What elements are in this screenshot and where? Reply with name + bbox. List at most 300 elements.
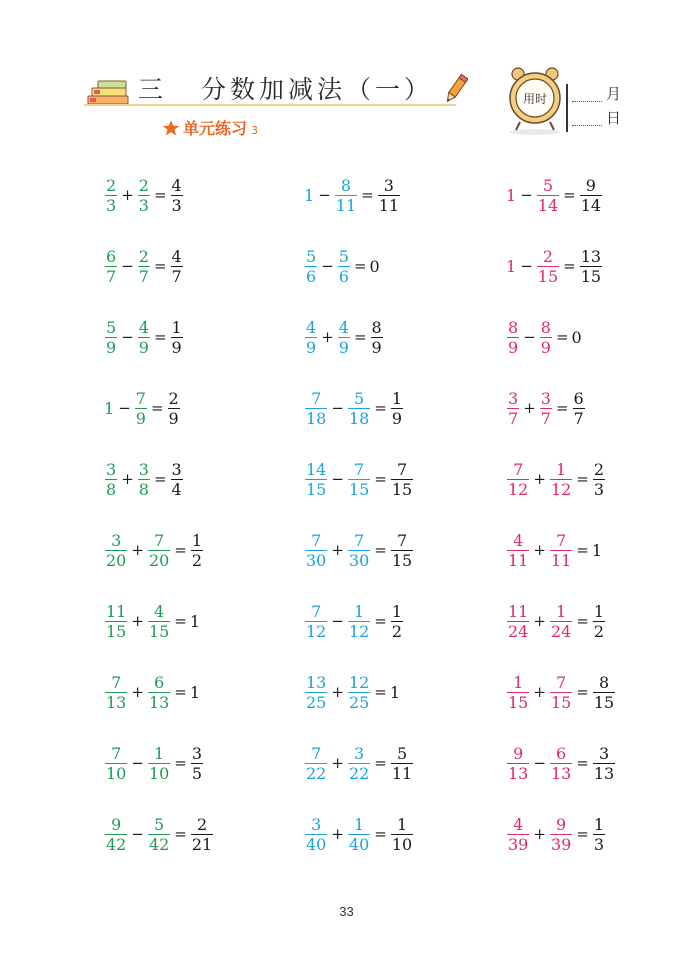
page-header [0,0,693,150]
equation-r8-c2 [304,667,401,717]
result-fraction [391,815,413,854]
operand-b-fraction [550,460,572,499]
operator: + [121,470,134,488]
operand-a-whole: 1 [506,185,517,205]
result-fraction [593,744,615,783]
operand-b-denominator: 9 [338,337,349,357]
operand-a-numerator: 6 [106,246,117,266]
operand-b-numerator: 9 [556,814,567,834]
result-fraction [371,318,383,357]
result-denominator: 9 [171,337,182,357]
operand-b-fraction [550,744,572,783]
operand-b-numerator: 4 [338,317,349,337]
operator: − [121,257,134,275]
operand-b-fraction [148,531,170,570]
operand-a-denominator: 9 [508,337,519,357]
result-denominator: 9 [168,408,179,428]
operand-b-numerator: 2 [138,246,149,266]
operand-a-numerator: 4 [513,530,524,550]
operand-b-fraction [135,389,147,428]
result-denominator: 2 [191,550,203,570]
result-numerator: 3 [191,743,203,763]
operand-b-denominator: 9 [540,337,551,357]
operand-b-numerator: 6 [556,743,567,763]
operand-a-denominator: 39 [508,834,529,854]
equation-r9-c1 [104,738,204,788]
equation-r8-c1 [104,667,201,717]
operand-a-numerator: 7 [311,601,322,621]
month-label: 月 [606,85,622,103]
equals-sign: = [563,257,576,275]
pencil-icon [444,72,468,106]
result-denominator: 10 [391,834,413,854]
result-fraction [593,673,615,712]
operand-b-denominator: 9 [135,408,146,428]
operator: + [533,612,546,630]
operand-b-denominator: 24 [550,621,572,641]
operand-b-numerator: 8 [340,175,352,195]
operand-b-numerator: 7 [556,530,567,550]
result-numerator: 1 [396,814,408,834]
operand-b-fraction [338,247,350,286]
operand-a-numerator: 7 [513,459,524,479]
result-fraction [391,744,413,783]
operand-a-denominator: 40 [306,834,327,854]
equals-sign: = [576,541,589,559]
result-numerator: 1 [171,317,182,337]
operand-a-fraction [507,744,529,783]
equals-sign: = [174,825,187,843]
operator: − [331,612,344,630]
operand-a-denominator: 42 [106,834,127,854]
operand-b-denominator: 15 [348,479,370,499]
operator: + [523,399,536,417]
operand-a-fraction [105,247,117,286]
operand-a-fraction [507,673,529,712]
operand-a-numerator: 2 [106,175,117,195]
operand-b-denominator: 12 [550,479,572,499]
alarm-clock-icon [506,66,564,138]
operand-b-fraction [537,176,559,215]
operator: + [131,683,144,701]
result-fraction [593,815,605,854]
equals-sign: = [555,399,569,417]
operand-b-numerator: 1 [354,814,365,834]
result-fraction [580,176,602,215]
operand-b-numerator: 4 [154,601,165,621]
result-numerator: 3 [383,175,394,195]
result-numerator: 6 [573,388,584,408]
result-fraction [391,531,413,570]
equation-r7-c1 [104,596,201,646]
operand-a-denominator: 22 [306,763,327,783]
result-fraction [391,389,403,428]
equals-sign: = [563,186,576,204]
operator: − [121,328,134,346]
operator: + [533,683,546,701]
operand-b-denominator: 11 [550,550,572,570]
operand-b-denominator: 15 [550,692,572,712]
operand-b-denominator: 6 [338,266,349,286]
operator: − [318,186,331,204]
operand-a-denominator: 7 [508,408,519,428]
operand-b-numerator: 5 [354,388,365,408]
result-numerator: 1 [391,388,403,408]
operand-b-numerator: 3 [138,459,149,479]
operand-b-denominator: 14 [537,195,559,215]
equation-r6-c2 [304,525,414,575]
operator: + [131,541,144,559]
operand-b-fraction [348,531,370,570]
operand-b-denominator: 3 [138,195,149,215]
operator: + [121,186,134,204]
operand-b-fraction [138,318,150,357]
operand-a-denominator: 15 [106,621,127,641]
result-numerator: 8 [598,672,610,692]
operand-a-fraction [305,602,327,641]
operand-a-numerator: 7 [111,743,122,763]
operator: + [533,470,546,488]
operand-a-whole: 1 [506,256,517,276]
result-numerator: 3 [598,743,610,763]
operand-a-numerator: 3 [508,388,519,408]
operator: − [118,399,131,417]
operand-b-numerator: 7 [354,459,365,479]
subtitle-text: 单元练习 [183,119,248,138]
operand-a-numerator: 7 [311,530,322,550]
operand-b-numerator: 2 [138,175,149,195]
operand-a-denominator: 11 [508,550,529,570]
result-numerator: 13 [580,246,602,266]
operand-b-denominator: 22 [348,763,370,783]
result-fraction [171,176,183,215]
operand-a-numerator: 8 [508,317,519,337]
result-fraction [391,602,403,641]
equals-sign: = [374,683,387,701]
operand-a-numerator: 1 [513,672,524,692]
operand-a-numerator: 3 [311,814,322,834]
operand-a-denominator: 13 [508,763,529,783]
operator: − [131,754,144,772]
operand-a-denominator: 13 [106,692,127,712]
operand-a-fraction [105,602,127,641]
operand-a-denominator: 9 [306,337,317,357]
result-fraction [171,318,183,357]
operand-b-fraction [550,531,572,570]
operand-b-fraction [148,602,170,641]
operator: − [321,257,334,275]
result-numerator: 2 [168,388,179,408]
equals-sign: = [374,612,387,630]
operand-b-denominator: 11 [335,195,357,215]
operand-b-denominator: 15 [148,621,170,641]
operand-b-fraction [348,460,370,499]
operator: + [331,825,344,843]
result-denominator: 4 [171,479,182,499]
operand-b-numerator: 1 [556,459,567,479]
result-whole: 1 [189,611,201,631]
operand-b-denominator: 9 [138,337,149,357]
operand-b-fraction [540,389,552,428]
operator: − [131,825,144,843]
operand-a-numerator: 13 [306,672,327,692]
operand-b-denominator: 12 [348,621,370,641]
operand-a-fraction [507,602,529,641]
operand-a-numerator: 9 [111,814,122,834]
operand-b-denominator: 20 [148,550,170,570]
title-underline [84,104,456,106]
operand-b-numerator: 1 [154,743,165,763]
equals-sign: = [150,399,164,417]
result-fraction [191,531,203,570]
operand-a-numerator: 5 [106,317,117,337]
operand-a-denominator: 24 [508,621,529,641]
result-numerator: 2 [196,814,208,834]
equals-sign: = [174,541,187,559]
operator: + [321,328,334,346]
operand-b-denominator: 13 [550,763,572,783]
operand-a-denominator: 8 [106,479,117,499]
equals-sign: = [174,612,187,630]
operand-b-fraction [348,815,370,854]
equation-r6-c1 [104,525,204,575]
star-icon [162,119,180,137]
equation-r10-c1 [104,809,214,859]
operator: + [533,541,546,559]
result-fraction [191,815,213,854]
operand-a-fraction [105,744,127,783]
operand-a-numerator: 11 [508,601,529,621]
operand-b-denominator: 25 [348,692,370,712]
equation-r4-c2 [304,383,404,433]
operator: − [331,399,344,417]
operand-a-numerator: 3 [106,459,117,479]
title-number: 三 [138,75,168,104]
result-denominator: 13 [593,763,615,783]
equals-sign: = [374,399,387,417]
operand-a-numerator: 7 [311,743,322,763]
operand-b-fraction [537,247,559,286]
result-denominator: 14 [580,195,602,215]
result-numerator: 1 [391,601,403,621]
operand-a-fraction [305,318,317,357]
operand-a-fraction [507,389,519,428]
result-denominator: 7 [573,408,584,428]
operand-a-denominator: 10 [106,763,127,783]
operator: + [533,825,546,843]
equals-sign: = [576,683,589,701]
equals-sign: = [353,257,367,275]
operand-a-fraction [305,460,327,499]
clock-label: 用时 [522,92,548,106]
operand-a-fraction [105,673,127,712]
operand-a-denominator: 15 [306,479,327,499]
equation-r3-c2 [304,312,384,362]
operand-a-numerator: 3 [111,530,122,550]
operand-a-fraction [305,815,327,854]
equation-r2-c3 [506,241,603,291]
result-fraction [171,460,183,499]
result-numerator: 9 [585,175,596,195]
result-fraction [391,460,413,499]
operand-a-fraction [305,744,327,783]
result-whole: 1 [591,540,603,560]
page-title [138,70,433,106]
operand-b-numerator: 8 [540,317,551,337]
title-text: 分数加减法（一） [201,75,434,104]
equation-r1-c3 [506,170,603,220]
operand-b-numerator: 1 [556,601,567,621]
result-denominator: 9 [371,337,382,357]
operand-b-numerator: 5 [542,175,554,195]
equals-sign: = [374,541,387,559]
result-numerator: 3 [171,459,182,479]
equation-r1-c1 [104,170,184,220]
result-denominator: 2 [593,621,605,641]
operand-a-numerator: 7 [111,672,122,692]
operator: − [533,754,546,772]
operand-a-fraction [305,247,317,286]
result-denominator: 15 [391,550,413,570]
operand-b-denominator: 42 [148,834,170,854]
operand-a-fraction [305,389,327,428]
result-fraction [593,602,605,641]
operand-b-numerator: 4 [138,317,149,337]
equation-r2-c2 [304,241,381,291]
equation-r8-c3 [506,667,616,717]
equals-sign: = [576,754,589,772]
equals-sign: = [374,754,387,772]
result-denominator: 3 [171,195,182,215]
result-numerator: 4 [171,175,182,195]
equation-r5-c3 [506,454,606,504]
operator: + [331,541,344,559]
operand-a-denominator: 7 [106,266,117,286]
operand-b-denominator: 7 [540,408,551,428]
operand-b-fraction [550,815,572,854]
equation-r10-c3 [506,809,606,859]
equals-sign: = [555,328,569,346]
operand-b-fraction [148,744,170,783]
equals-sign: = [576,470,589,488]
operand-b-denominator: 8 [138,479,149,499]
operand-a-denominator: 6 [306,266,317,286]
result-numerator: 5 [396,743,408,763]
operand-a-numerator: 5 [306,246,317,266]
operand-b-numerator: 3 [540,388,551,408]
operator: + [331,754,344,772]
operand-b-fraction [338,318,350,357]
result-fraction [573,389,585,428]
operand-a-fraction [105,318,117,357]
date-box [566,84,656,134]
operand-a-fraction [105,176,117,215]
operand-b-numerator: 2 [542,246,554,266]
result-fraction [580,247,602,286]
operand-a-fraction [507,460,529,499]
operand-b-fraction [348,389,370,428]
result-numerator: 1 [191,530,203,550]
operand-b-denominator: 15 [537,266,559,286]
operand-a-fraction [305,531,327,570]
operand-b-denominator: 13 [148,692,170,712]
result-denominator: 15 [593,692,615,712]
day-row [572,110,621,126]
equation-r7-c2 [304,596,404,646]
operand-b-fraction [138,247,150,286]
operand-b-numerator: 1 [354,601,365,621]
day-blank[interactable] [572,113,602,126]
operand-a-denominator: 20 [106,550,127,570]
operand-b-denominator: 39 [550,834,572,854]
operator: − [520,186,533,204]
operand-b-numerator: 3 [354,743,365,763]
result-numerator: 7 [396,530,408,550]
operand-a-numerator: 7 [311,388,322,408]
operand-a-whole: 1 [104,398,115,418]
operand-b-fraction [348,673,370,712]
operator: − [520,257,533,275]
operand-b-numerator: 7 [135,388,146,408]
operand-b-denominator: 7 [138,266,149,286]
operand-b-fraction [348,744,370,783]
month-blank[interactable] [572,89,602,102]
result-denominator: 7 [171,266,182,286]
equals-sign: = [174,754,187,772]
month-row [572,86,621,102]
operand-b-fraction [335,176,357,215]
result-numerator: 2 [593,459,605,479]
operand-a-numerator: 14 [306,459,327,479]
operand-a-denominator: 15 [508,692,529,712]
subtitle-number: 3 [251,124,259,137]
equation-r3-c3 [506,312,583,362]
equals-sign: = [576,825,589,843]
operand-b-numerator: 6 [154,672,165,692]
equation-r2-c1 [104,241,184,291]
operand-a-numerator: 11 [106,601,127,621]
result-whole: 1 [389,682,401,702]
equals-sign: = [153,186,167,204]
equals-sign: = [153,328,167,346]
result-whole: 1 [189,682,201,702]
operand-a-denominator: 30 [306,550,327,570]
operator: + [331,683,344,701]
operand-b-denominator: 18 [348,408,370,428]
operand-a-denominator: 9 [106,337,117,357]
equals-sign: = [153,470,167,488]
day-label: 日 [606,109,622,127]
equals-sign: = [374,825,387,843]
result-denominator: 3 [593,479,605,499]
operand-a-numerator: 9 [513,743,524,763]
equation-r3-c1 [104,312,184,362]
equation-r6-c3 [506,525,603,575]
result-numerator: 1 [593,601,605,621]
operand-b-numerator: 12 [348,672,370,692]
operand-b-numerator: 5 [154,814,165,834]
operand-a-fraction [105,531,127,570]
operand-b-fraction [148,815,170,854]
operand-a-numerator: 4 [306,317,317,337]
operand-a-fraction [105,460,117,499]
equation-r5-c2 [304,454,414,504]
operand-a-fraction [507,815,529,854]
operand-b-fraction [348,602,370,641]
operand-a-denominator: 18 [306,408,327,428]
equation-r4-c1 [104,383,181,433]
operand-b-fraction [550,673,572,712]
